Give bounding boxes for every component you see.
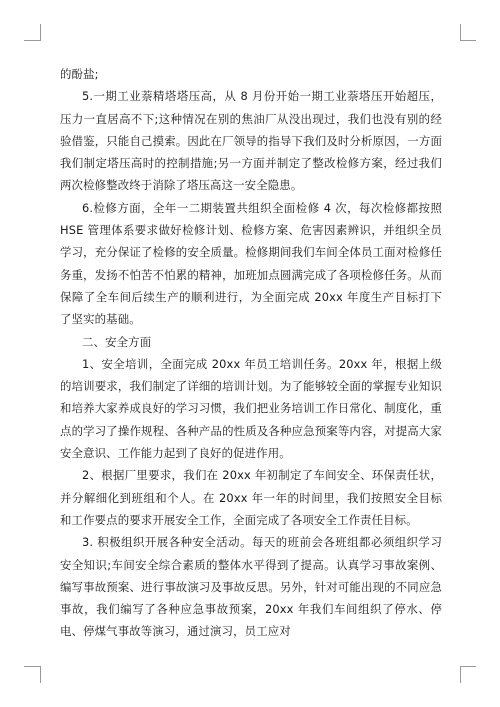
paragraph-continuation: 的酚盐; [60,67,99,81]
crop-mark-bottom-right-h [460,666,476,667]
paragraph-item-6-maintenance: 6.检修方面，全年一二期装置共组织全面检修 4 次，每次检修都按照 HSE 管理体系要求做好检修计划、检修方案、危害因素辨识，并组织全员学习，充分保证了检修的安全质量。检修期间我们车间全体员工面对检修任务重，发扬不怕苦不怕累的精神，加班加点圆满完成了各项检修任务。从而保障了全车间后续生产的顺利进行，为全面完成 20xx 年度生产目标打下了坚实的基础。 [60,200,442,327]
crop-mark-bottom-left-v [40,666,41,683]
crop-mark-top-left-h [24,40,40,41]
paragraph-responsibility: 2、根据厂里要求，我们在 20xx 年初制定了车间安全、环保责任状，并分解细化到班组和个人。在 20xx 年一年的时间里，我们按照安全目标和工作要点的要求开展安全工作，全面完成了各项安全工作责任目标。 [60,468,442,527]
document-body [60,63,442,643]
paragraph-item-5-tower-pressure: 5.一期工业萘精塔塔压高，从 8 月份开始一期工业萘塔压开始超压，压力一直居高不下;这种情况在别的焦油厂从没出现过，我们也没有别的经验借鉴，只能自己摸索。因此在厂领导的指导下我们及时分析原因，一方面我们制定塔压高时的控制措施;另一方面并制定了整改检修方案，经过我们两次检修整改终于消除了塔压高这一安全隐患。 [60,89,442,193]
crop-mark-bottom-left-h [24,666,40,667]
crop-mark-top-right-v [460,24,461,41]
crop-mark-top-left-v [40,24,41,41]
crop-mark-bottom-right-v [460,666,461,683]
section-heading-safety: 二、安全方面 [82,334,152,349]
paragraph-safety-training: 1、安全培训，全面完成 20xx 年员工培训任务。20xx 年，根据上级的培训要求，我们制定了详细的培训计划。为了能够较全面的掌握专业知识和培养大家养成良好的学习习惯，我们把业务培训工作日常化、制度化，重点的学习了操作规程、各种产品的性质及各种应急预案等内容，对提高大家安全意识、工作能力起到了良好的促进作用。 [60,356,442,461]
crop-mark-top-right-h [460,40,476,41]
paragraph-safety-activities: 3. 积极组织开展各种安全活动。每天的班前会各班组都必须组织学习安全知识;车间安全综合素质的整体水平得到了提高。认真学习事故案例、编写事故预案、进行事故演习及事故反思。另外，针对可能出现的不同应急事故，我们编写了各种应急事故预案，20xx 年我们车间组织了停水、停电、停煤气事故等演习，通过演习，员工应对 [60,535,442,639]
